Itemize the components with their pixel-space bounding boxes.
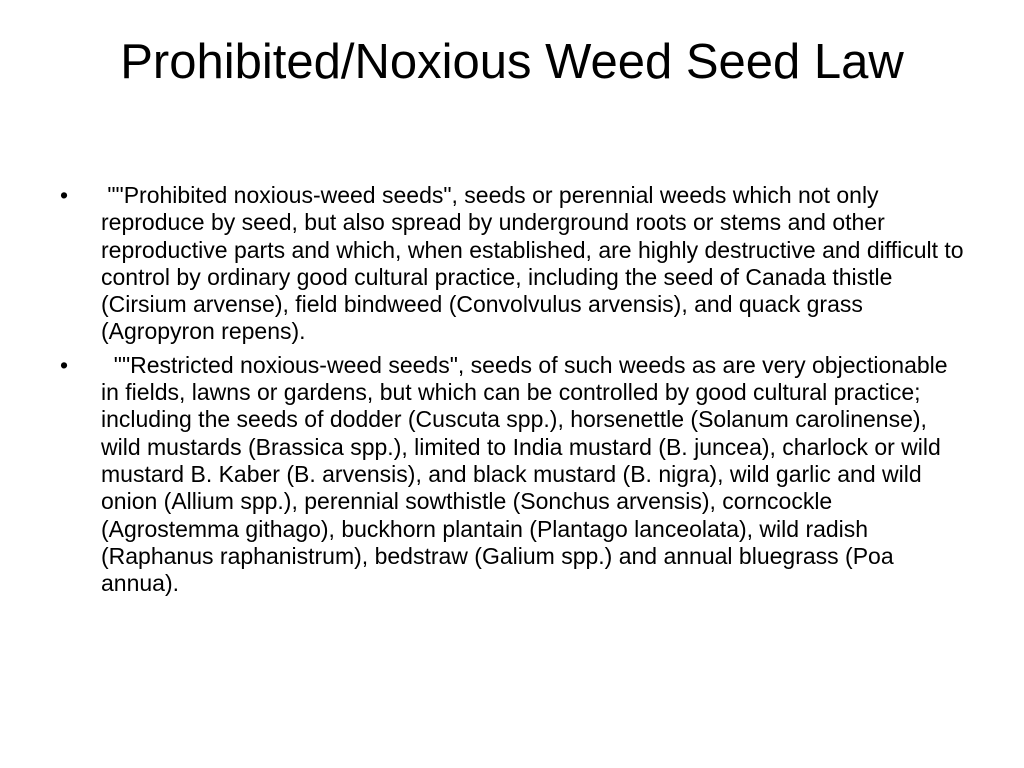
bullet-icon: • bbox=[60, 351, 69, 378]
bullet-icon: • bbox=[60, 182, 69, 208]
bullet-item-restricted bbox=[60, 352, 970, 598]
bullet-list bbox=[60, 182, 970, 603]
slide-title: Prohibited/Noxious Weed Seed Law bbox=[120, 35, 904, 89]
bullet-text-restricted: ""Restricted noxious-weed seeds", seeds of such weeds as are very objectionable in fields, lawns or gardens, but which can be controlled by good cultural practice; including the seeds of dodder (Cuscuta spp.), horsenettle (Solanum carolinense), wild mustards (Brassica spp.), limited to India mustard (B. juncea), charlock or wild mustard B. Kaber (B. arvensis), and black mustard (B. nigra), wild garlic and wild onion (Allium spp.), perennial sowthistle (Sonchus arvensis), corncockle (Agrostemma githago), buckhorn plantain (Plantago lanceolata), wild radish (Raphanus raphanistrum), bedstraw (Galium spp.) and annual bluegrass (Poa annua). bbox=[101, 351, 954, 597]
bullet-text-prohibited: ""Prohibited noxious-weed seeds", seeds or perennial weeds which not only reproduce by seed, but also spread by underground roots or stems and other reproductive parts and which, when established, are highly destructive and difficult to control by ordinary good cultural practice, including the seed of Canada thistle (Cirsium arvense), field bindweed (Convolvulus arvensis), and quack grass (Agropyron repens). bbox=[101, 182, 970, 345]
bullet-item-prohibited bbox=[60, 182, 970, 346]
